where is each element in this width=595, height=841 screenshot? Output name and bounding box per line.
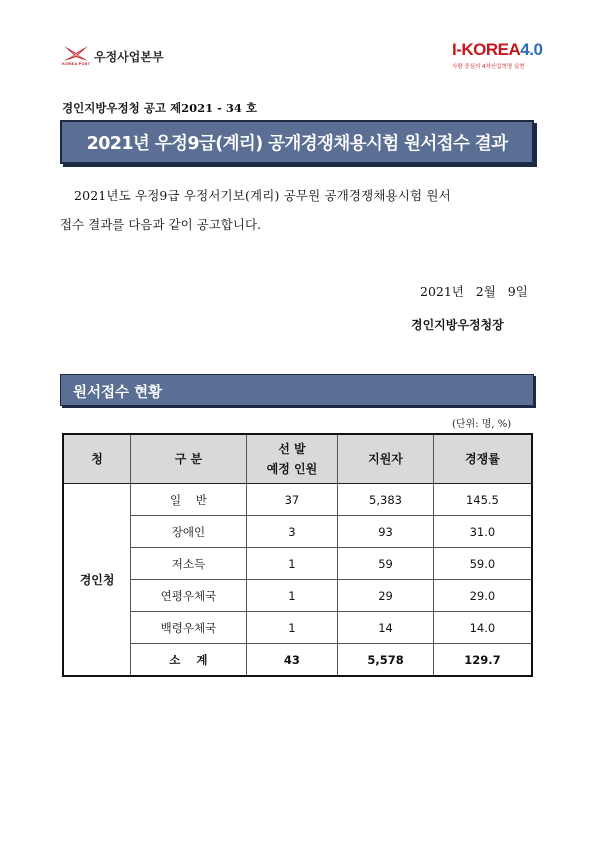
ikorea-slogan: 사람 중심의 4차산업혁명 실현 <box>452 64 525 70</box>
notice-title-bar <box>60 120 534 164</box>
table-row <box>63 484 532 516</box>
header-planned <box>246 434 338 484</box>
table-header-row <box>63 434 532 484</box>
rate-cell: 29.0 <box>433 580 532 612</box>
category-cell: 연평우체국 <box>131 580 247 612</box>
header-planned-line-2: 예정 인원 <box>266 462 318 476</box>
category-cell: 백령우체국 <box>131 612 247 644</box>
rate-cell: 31.0 <box>433 516 532 548</box>
unit-label: (단위: 명, %) <box>452 419 512 430</box>
header-office: 청 <box>63 434 131 484</box>
table-total-row <box>63 644 532 677</box>
applicants-cell: 5,383 <box>338 484 434 516</box>
planned-cell: 3 <box>246 516 338 548</box>
notice-title: 2021년 우정9급(계리) 공개경쟁채용시험 원서접수 결과 <box>86 133 508 154</box>
total-applicants-cell: 5,578 <box>338 644 434 677</box>
planned-cell: 1 <box>246 612 338 644</box>
application-results-table <box>62 433 533 677</box>
table-row <box>63 580 532 612</box>
applicants-cell: 29 <box>338 580 434 612</box>
notice-date <box>420 282 528 300</box>
notice-number: 경인지방우정청 공고 제2021 - 34 호 <box>62 101 257 115</box>
rate-cell: 14.0 <box>433 612 532 644</box>
korea-post-mark-text: KOREA POST <box>62 61 91 66</box>
notice-body-line-2: 접수 결과를 다음과 같이 공고합니다. <box>60 217 261 232</box>
planned-cell: 37 <box>246 484 338 516</box>
header-planned-line-1: 선 발 <box>278 442 306 456</box>
header-competition-rate: 경쟁률 <box>433 434 532 484</box>
total-planned-cell: 43 <box>246 644 338 677</box>
applicants-cell: 59 <box>338 548 434 580</box>
section-title-bar <box>60 374 534 406</box>
category-cell: 장애인 <box>131 516 247 548</box>
table-row <box>63 612 532 644</box>
rate-cell: 145.5 <box>433 484 532 516</box>
notice-date-text: 2021년 2월 9일 <box>420 284 528 299</box>
section-title: 원서접수 현황 <box>73 385 163 401</box>
ikorea-version: 4.0 <box>520 40 543 59</box>
notice-body-line-1: 2021년도 우정9급 우정서기보(계리) 공무원 공개경쟁채용시험 원서 <box>74 188 451 203</box>
applicants-cell: 93 <box>338 516 434 548</box>
ikorea-brand-text: I-KOREA <box>452 40 521 59</box>
table-row <box>63 548 532 580</box>
category-cell: 일 반 <box>131 484 247 516</box>
planned-cell: 1 <box>246 580 338 612</box>
rate-cell: 59.0 <box>433 548 532 580</box>
total-rate-cell: 129.7 <box>433 644 532 677</box>
korea-post-name: 우정사업본부 <box>94 50 164 64</box>
notice-body <box>60 181 538 239</box>
applicants-cell: 14 <box>338 612 434 644</box>
korea-post-logo <box>62 44 174 68</box>
header-category: 구 분 <box>131 434 247 484</box>
office-cell: 경인청 <box>63 484 131 677</box>
total-category-cell: 소 계 <box>131 644 247 677</box>
planned-cell: 1 <box>246 548 338 580</box>
ikorea-logo <box>452 40 546 74</box>
table-row <box>63 516 532 548</box>
header-applicants: 지원자 <box>338 434 434 484</box>
category-cell: 저소득 <box>131 548 247 580</box>
notice-issuer: 경인지방우정청장 <box>411 318 504 332</box>
ikorea-brand <box>452 40 542 60</box>
